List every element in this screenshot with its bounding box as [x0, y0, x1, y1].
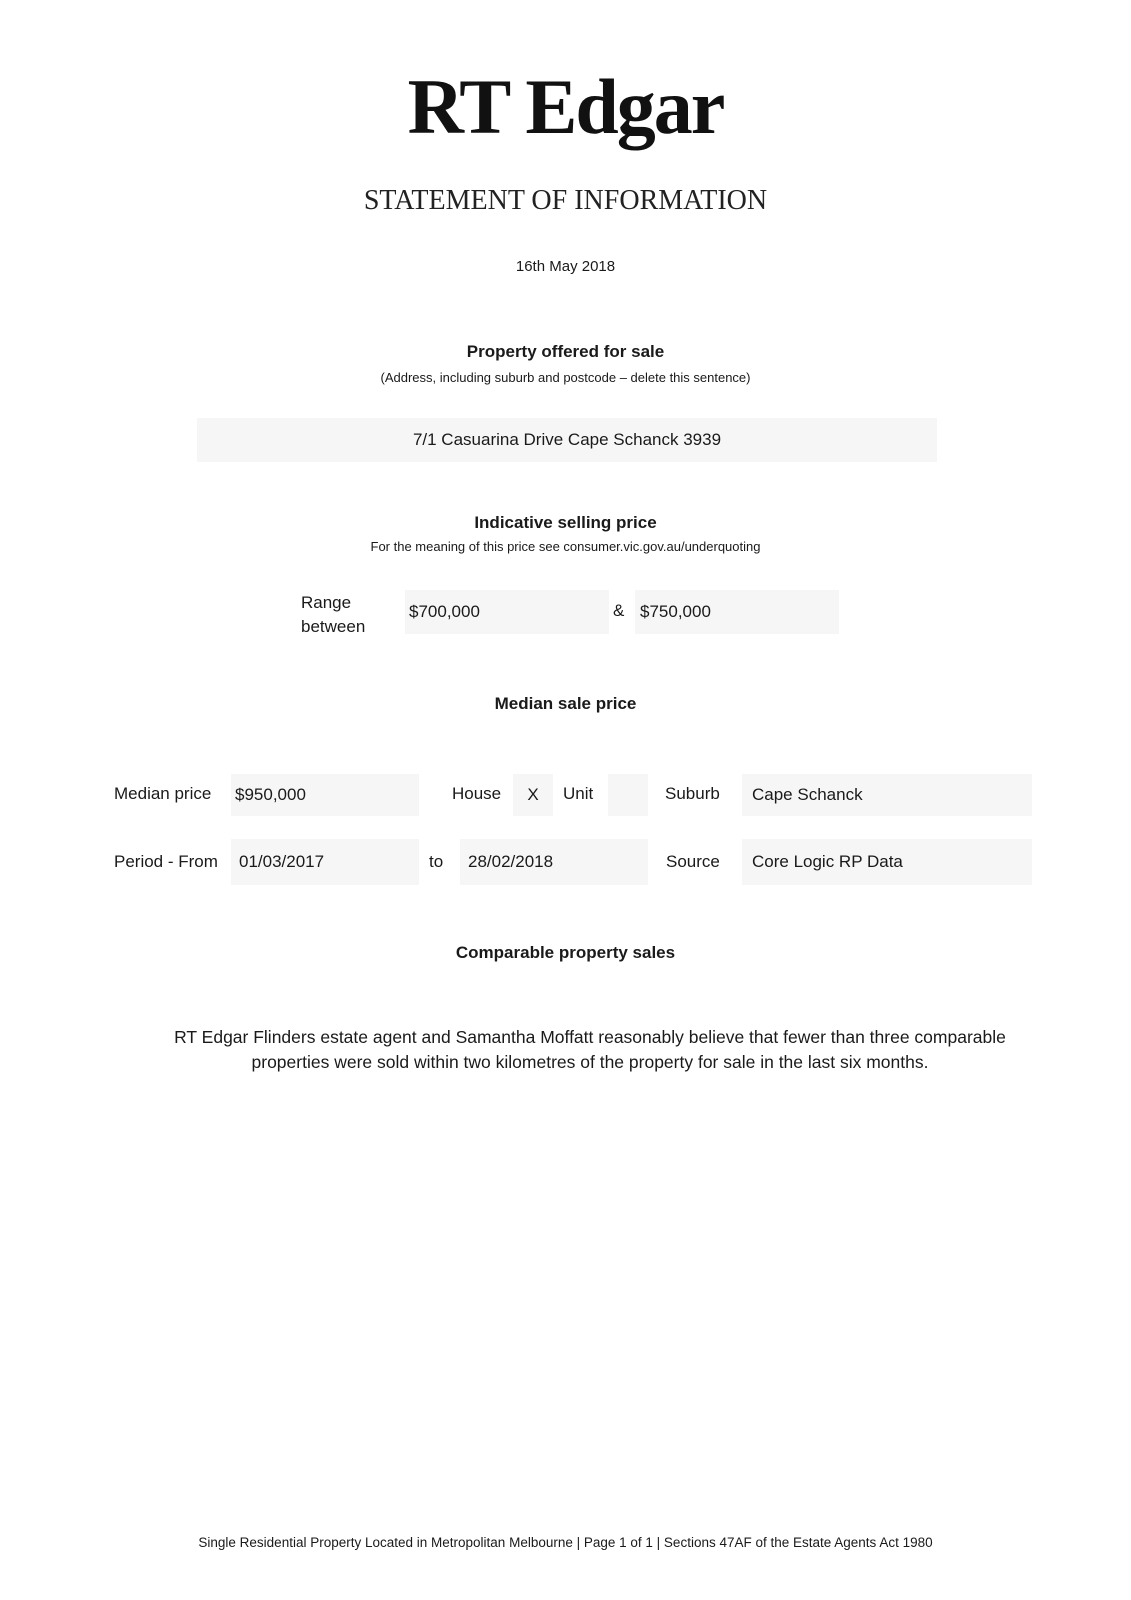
- unit-label: Unit: [563, 784, 594, 803]
- period-to-value: 28/02/2018: [468, 852, 554, 871]
- price-low-value: $700,000: [409, 602, 480, 621]
- house-checkbox-field[interactable]: [513, 774, 553, 816]
- indicative-price-heading: Indicative selling price: [474, 513, 657, 532]
- document-title: STATEMENT OF INFORMATION: [363, 185, 768, 216]
- property-heading: Property offered for sale: [466, 342, 665, 361]
- range-label: Range between: [301, 593, 366, 636]
- page-footer: Single Residential Property Located in Metropolitan Melbourne | Page 1 of 1 | Sections 47AF of the Estate Agents Act 1980: [198, 1535, 933, 1550]
- price-low-field[interactable]: [405, 590, 609, 634]
- comparable-heading: Comparable property sales: [455, 943, 676, 962]
- suburb-field[interactable]: [742, 774, 1032, 816]
- period-from-value: 01/03/2017: [239, 852, 325, 871]
- company-logo: RT Edgar: [407, 63, 724, 150]
- house-label: House: [452, 784, 502, 803]
- median-price-field[interactable]: [231, 774, 419, 816]
- suburb-label: Suburb: [665, 784, 720, 803]
- comparable-statement: RT Edgar Flinders estate agent and Samantha Moffatt reasonably believe that fewer than three comparable properties were sold within two kilometres of the property for sale in the last six months.: [174, 1027, 1006, 1072]
- median-price-label: Median price: [114, 784, 212, 803]
- median-heading: Median sale price: [494, 694, 637, 713]
- price-high-value: $750,000: [640, 602, 711, 621]
- period-from-field[interactable]: [231, 839, 419, 885]
- period-to-label: to: [429, 852, 444, 871]
- statement-date: 16th May 2018: [515, 258, 616, 275]
- property-address-value: 7/1 Casuarina Drive Cape Schanck 3939: [412, 430, 722, 449]
- unit-checkbox-field[interactable]: [608, 774, 648, 816]
- suburb-value: Cape Schanck: [752, 785, 863, 804]
- property-address-field[interactable]: [197, 418, 937, 462]
- house-value: X: [527, 785, 539, 804]
- indicative-price-note: For the meaning of this price see consumer.vic.gov.au/underquoting: [370, 539, 761, 554]
- price-high-field[interactable]: [635, 590, 839, 634]
- property-instruction: (Address, including suburb and postcode – delete this sentence): [380, 370, 751, 385]
- source-label: Source: [666, 852, 720, 871]
- median-price-value: $950,000: [235, 785, 306, 804]
- range-separator: &: [613, 601, 625, 620]
- period-to-field[interactable]: [460, 839, 648, 885]
- source-value: Core Logic RP Data: [752, 852, 903, 871]
- source-field[interactable]: [742, 839, 1032, 885]
- period-from-label: Period - From: [114, 852, 218, 871]
